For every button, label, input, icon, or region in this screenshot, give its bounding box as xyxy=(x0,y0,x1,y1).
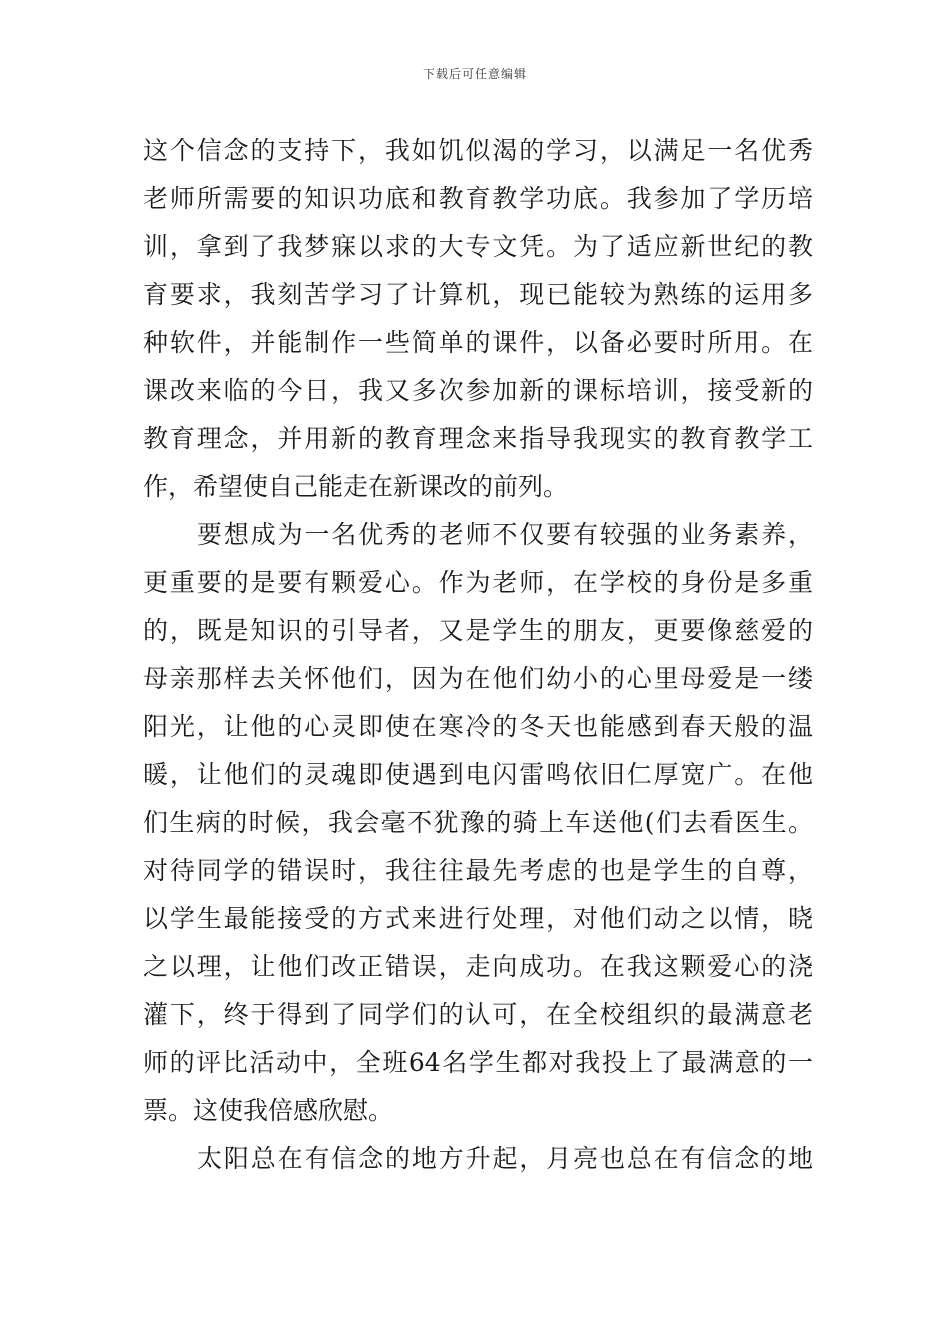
text-line: 训，拿到了我梦寐以求的大专文凭。为了适应新世纪的教 xyxy=(143,232,813,261)
paragraph-3 xyxy=(143,1135,813,1183)
text-line: 课改来临的今日，我又多次参加新的课标培训，接受新的 xyxy=(143,376,813,405)
text-line: 阳光，让他的心灵即使在寒冷的冬天也能感到春天般的温 xyxy=(143,712,813,741)
text-line: 太阳总在有信念的地方升起，月亮也总在有信念的地 xyxy=(197,1144,813,1173)
text-line: 票。这使我倍感欣慰。 xyxy=(143,1096,394,1125)
document-body xyxy=(143,127,813,1183)
paragraph-1 xyxy=(143,127,813,511)
text-line: 作，希望使自己能走在新课改的前列。 xyxy=(143,472,569,501)
text-line: 育要求，我刻苦学习了计算机，现已能较为熟练的运用多 xyxy=(143,280,813,309)
text-line: 更重要的是要有颗爱心。作为老师，在学校的身份是多重 xyxy=(143,568,813,597)
text-line: 这个信念的支持下，我如饥似渴的学习，以满足一名优秀 xyxy=(143,136,813,165)
text-line: 对待同学的错误时，我往往最先考虑的也是学生的自尊， xyxy=(143,856,813,885)
text-line: 师的评比活动中，全班64名学生都对我投上了最满意的一 xyxy=(143,1048,813,1077)
paragraph-2 xyxy=(143,511,813,1135)
text-line: 暖，让他们的灵魂即使遇到电闪雷鸣依旧仁厚宽广。在他 xyxy=(143,760,813,789)
text-line: 种软件，并能制作一些简单的课件，以备必要时所用。在 xyxy=(143,328,813,357)
text-line: 的，既是知识的引导者，又是学生的朋友，更要像慈爱的 xyxy=(143,616,813,645)
text-line: 老师所需要的知识功底和教育教学功底。我参加了学历培 xyxy=(143,184,813,213)
text-line: 教育理念，并用新的教育理念来指导我现实的教育教学工 xyxy=(143,424,813,453)
page-header: 下载后可任意编辑 xyxy=(422,67,527,81)
text-line: 灌下，终于得到了同学们的认可，在全校组织的最满意老 xyxy=(143,1000,813,1029)
text-line: 以学生最能接受的方式来进行处理，对他们动之以情，晓 xyxy=(143,904,813,933)
text-line: 母亲那样去关怀他们，因为在他们幼小的心里母爱是一缕 xyxy=(143,664,813,693)
text-line: 之以理，让他们改正错误，走向成功。在我这颗爱心的浇 xyxy=(143,952,813,981)
text-line: 们生病的时候，我会毫不犹豫的骑上车送他(们去看医生。 xyxy=(143,808,813,837)
text-line: 要想成为一名优秀的老师不仅要有较强的业务素养， xyxy=(197,520,813,549)
